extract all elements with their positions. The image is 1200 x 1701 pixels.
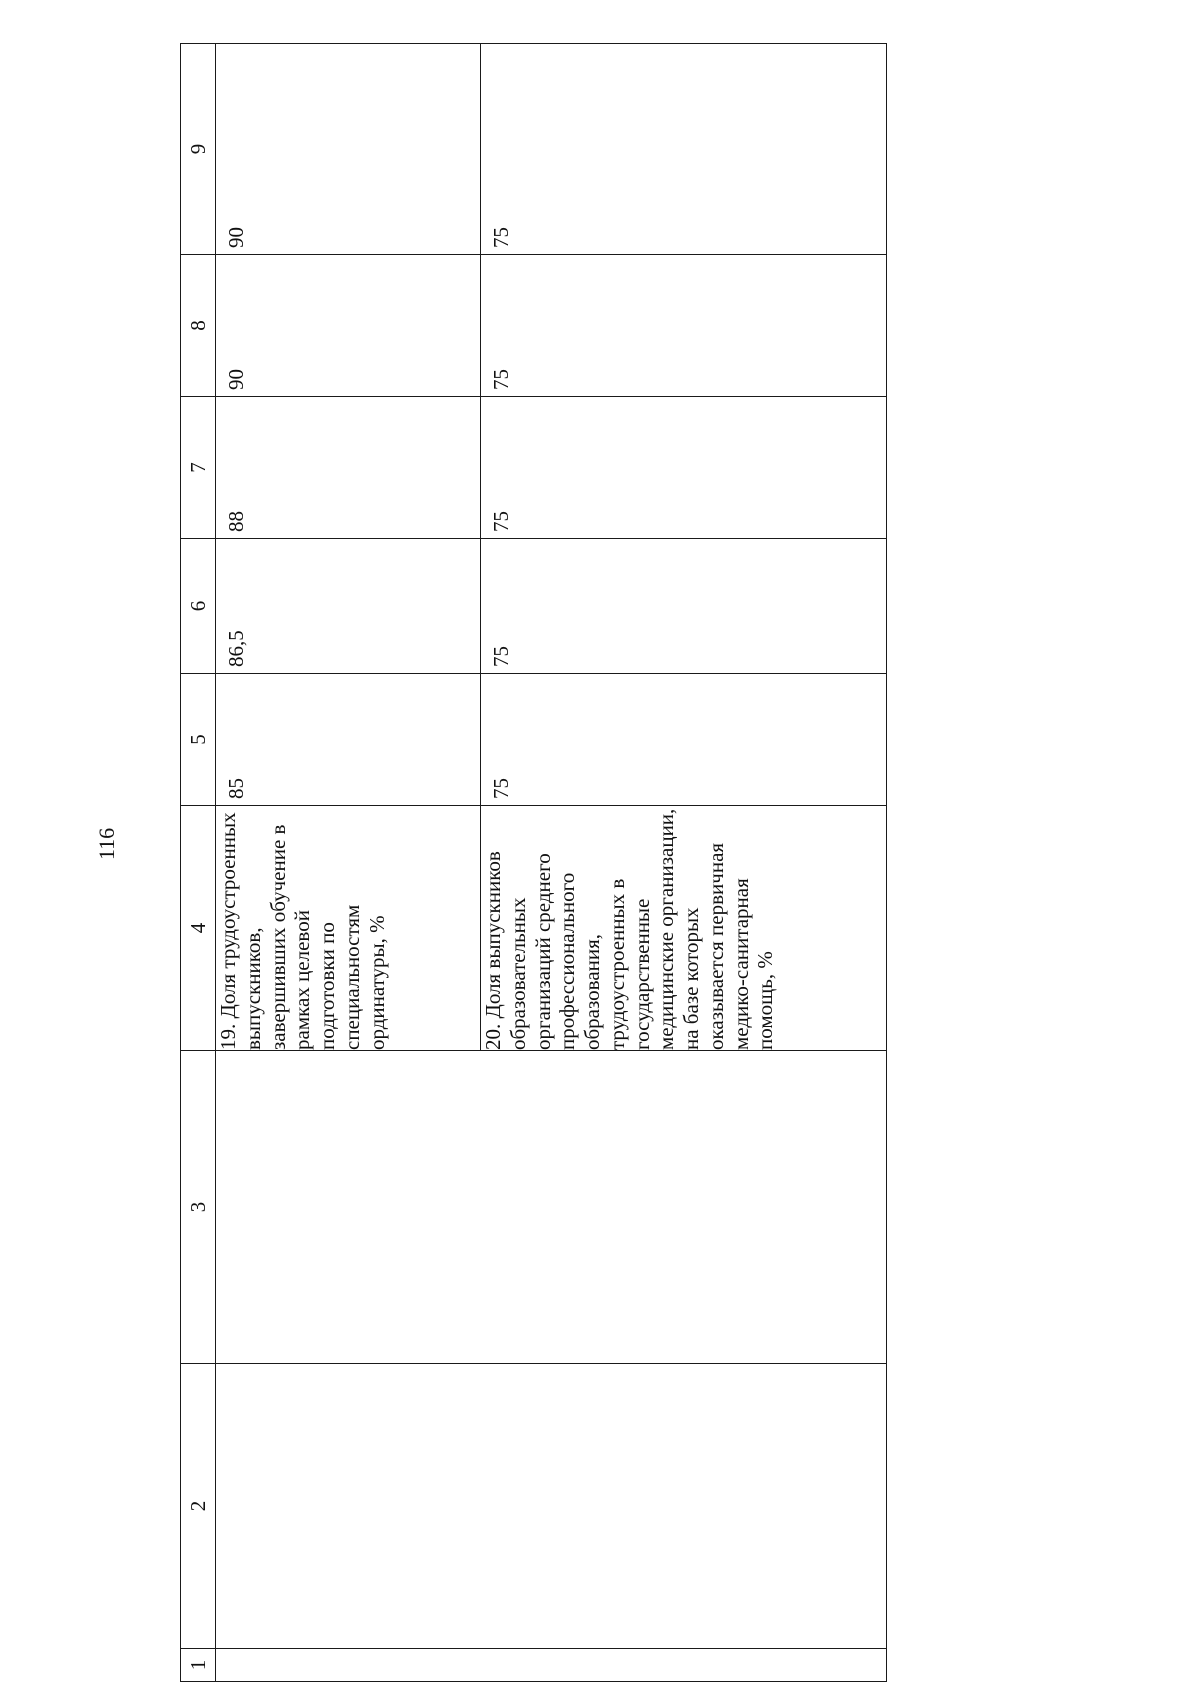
indicators-table [180,43,887,1682]
value-cell: 75 [481,255,887,397]
indicator-row-19 [216,44,481,1682]
value-cell: 90 [216,44,481,255]
indicator-19-text: 19. Доля трудоустроенных выпускников, завершивших обучение в рамках целевой подготовки по специальностям ординатуры, % [216,806,481,1051]
column-number: 3 [181,1051,216,1364]
value-cell: 88 [216,397,481,539]
value-cell: 75 [481,397,887,539]
value-cell: 90 [216,255,481,397]
value-cell: 75 [481,674,887,806]
column-number: 8 [181,255,216,397]
rotated-table [180,44,887,1682]
column-number: 9 [181,44,216,255]
column-number: 7 [181,397,216,539]
column-number: 6 [181,539,216,674]
column-number: 5 [181,674,216,806]
value-cell: 85 [216,674,481,806]
cell-col2 [216,1364,887,1649]
column-number: 2 [181,1364,216,1649]
column-number: 1 [181,1649,216,1682]
cell-col3 [216,1051,887,1364]
cell-col1 [216,1649,887,1682]
indicator-20-text: 20. Доля выпускников образовательных организаций среднего профессионального образования, трудоустроенных в государственные медицинские организации, на базе которых оказывается первичная медико-санитарная помощь, % [481,806,887,1051]
table-container [180,44,887,1682]
value-cell: 86,5 [216,539,481,674]
page-number: 116 [94,827,119,860]
column-number-row [181,44,216,1682]
value-cell: 75 [481,539,887,674]
column-number: 4 [181,806,216,1051]
value-cell: 75 [481,44,887,255]
